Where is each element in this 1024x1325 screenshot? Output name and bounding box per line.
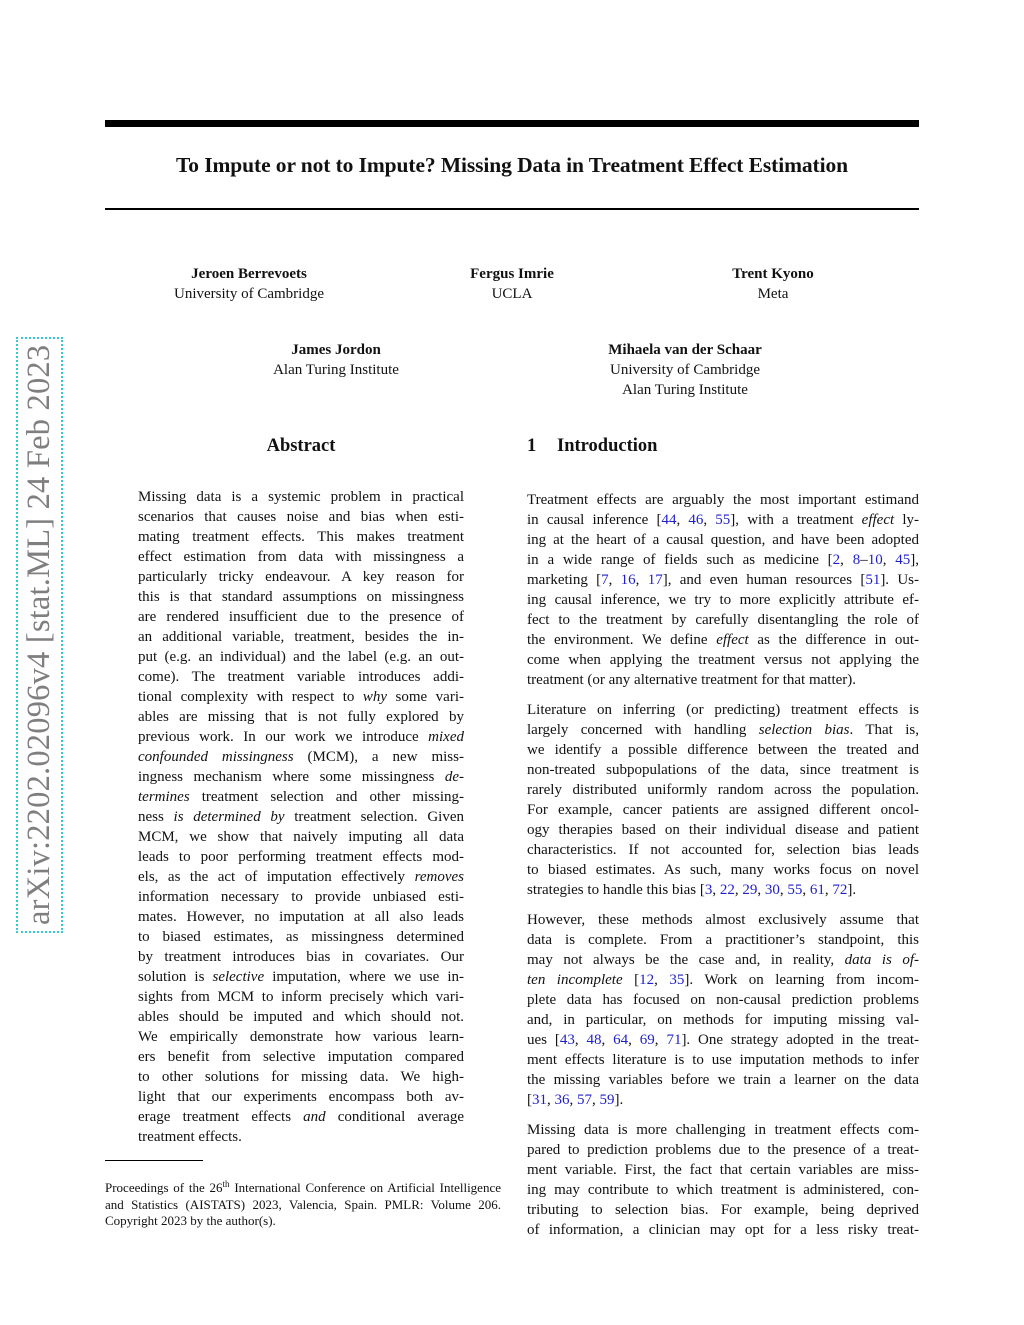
intro-line: of information, a clinician may opt for a less risky treat- — [527, 1222, 919, 1238]
citation-link[interactable]: 55 — [787, 882, 803, 898]
intro-line: ment effects literature is to use imputation methods to infer — [527, 1052, 919, 1068]
author-name: James Jordon — [291, 342, 381, 358]
arxiv-watermark[interactable]: arXiv:2202.02096v4 [stat.ML] 24 Feb 2023 — [21, 342, 58, 928]
intro-line: largely concerned with handling selection bias. That is, — [527, 722, 919, 738]
intro-line: in a wide range of fields such as medicine [2, 8–10, 45], — [527, 552, 920, 568]
abstract-line: put (e.g. an individual) and the label (e.g. an out- — [138, 649, 464, 665]
emphasis: effect — [716, 632, 749, 648]
intro-line: ten incomplete [12, 35]. Work on learning from incom- — [527, 972, 920, 988]
abstract-line: by treatment introduces bias in covariates. Our — [138, 949, 464, 965]
intro-line: may not always be the case and, in reality, data is of- — [527, 952, 919, 968]
abstract-line: to biased estimates, as missingness determined — [138, 929, 464, 945]
author-affiliation: Alan Turing Institute — [273, 362, 399, 378]
author-name: Trent Kyono — [732, 266, 814, 282]
citation-link[interactable]: 31 — [532, 1092, 547, 1108]
abstract-line: an additional variable, treatment, besides the in- — [138, 629, 464, 645]
intro-line: ment variable. First, the fact that certain variables are miss- — [527, 1162, 919, 1178]
intro-line: data is complete. From a practitioner’s standpoint, this — [527, 932, 919, 948]
footnote-superscript: th — [222, 1179, 230, 1189]
intro-line: rarely distributed uniformly random across the population. — [527, 782, 919, 798]
abstract-line: leads to poor performing treatment effects mod- — [138, 849, 464, 865]
footnote-rule — [105, 1160, 203, 1161]
author-name: Fergus Imrie — [470, 266, 554, 282]
author-block — [186, 340, 486, 380]
abstract-line: treatment effects. — [138, 1129, 242, 1145]
introduction-text — [527, 490, 919, 1250]
author-affiliation: Meta — [757, 286, 789, 302]
citation-link[interactable]: 44 — [661, 512, 677, 528]
abstract-line: sights from MCM to inform precisely which vari- — [138, 989, 464, 1005]
emphasis: termines — [138, 789, 190, 805]
intro-line: characteristics. If not accounted for, selection bias leads — [527, 842, 919, 858]
author-name: Mihaela van der Schaar — [608, 342, 762, 358]
author-affiliation-2: Alan Turing Institute — [622, 382, 748, 398]
emphasis: effect — [861, 512, 895, 528]
intro-line: However, these methods almost exclusively assume that — [527, 912, 919, 928]
citation-link[interactable]: 22 — [719, 882, 735, 898]
intro-line: [31, 36, 57, 59]. — [527, 1092, 624, 1108]
citation-link[interactable]: 12 — [639, 972, 655, 988]
citation-link[interactable]: 61 — [809, 882, 825, 898]
citation-link[interactable]: 36 — [554, 1092, 570, 1108]
emphasis: removes — [414, 869, 464, 885]
abstract-line: confounded missingness (MCM), a new miss- — [138, 749, 464, 765]
citation-link[interactable]: 3 — [704, 882, 713, 898]
intro-line: strategies to handle this bias [3, 22, 29, 30, 55, 61, 72]. — [527, 882, 857, 898]
emphasis: and — [303, 1109, 326, 1125]
citation-link[interactable]: 43 — [559, 1032, 575, 1048]
intro-paragraph — [527, 700, 919, 900]
section-number: 1 — [527, 436, 537, 456]
intro-line: ing at the heart of a causal question, and have been adopted — [527, 532, 919, 548]
author-name: Jeroen Berrevoets — [191, 266, 307, 282]
abstract-line: effect estimation from data with missingness a — [138, 549, 464, 565]
abstract-line: previous work. In our work we introduce mixed — [138, 729, 464, 745]
abstract-line: MCM, we show that naively imputing all data — [138, 829, 464, 845]
citation-link[interactable]: 72 — [832, 882, 848, 898]
emphasis: de- — [444, 769, 464, 785]
author-block — [535, 340, 835, 400]
citation-link[interactable]: 45 — [895, 552, 911, 568]
intro-line: we identify a possible difference between the treated and — [527, 742, 919, 758]
title-bottom-rule — [105, 208, 919, 210]
abstract-line: erage treatment effects and conditional average — [138, 1109, 464, 1125]
citation-link[interactable]: 55 — [715, 512, 731, 528]
citation-link[interactable]: 30 — [764, 882, 780, 898]
intro-line: plete data has focused on non-causal prediction problems — [527, 992, 919, 1008]
intro-paragraph — [527, 1120, 919, 1240]
emphasis: data is of- — [844, 952, 919, 968]
citation-link[interactable]: 8 — [852, 552, 861, 568]
citation-link[interactable]: 69 — [639, 1032, 655, 1048]
author-block — [99, 264, 399, 304]
abstract-line: solution is selective imputation, where we use in- — [138, 969, 464, 985]
abstract-line: particularly tricky endeavour. A key reason for — [138, 569, 464, 585]
intro-line: marketing [7, 16, 17], and even human resources [51]. Us- — [527, 572, 920, 588]
citation-link[interactable]: 64 — [613, 1032, 629, 1048]
citation-link[interactable]: 10 — [867, 552, 883, 568]
intro-line: For example, cancer patients are assigned different oncol- — [527, 802, 919, 818]
abstract-line: mating treatment effects. This makes treatment — [138, 529, 464, 545]
footnote-text-start: Proceedings of the 26 — [105, 1180, 223, 1195]
citation-link[interactable]: 59 — [599, 1092, 615, 1108]
citation-link[interactable]: 48 — [586, 1032, 602, 1048]
abstract-line: scenarios that causes noise and bias when esti- — [138, 509, 464, 525]
intro-paragraph — [527, 910, 919, 1110]
citation-link[interactable]: 29 — [742, 882, 758, 898]
abstract-line: termines treatment selection and other missing- — [138, 789, 464, 805]
emphasis: mixed — [428, 729, 464, 745]
abstract-line: els, as the act of imputation effectively removes — [138, 869, 464, 885]
intro-line: to biased estimates. As such, many works focus on novel — [527, 862, 919, 878]
paper-title: To Impute or not to Impute? Missing Data in Treatment Effect Estimation — [176, 153, 848, 177]
emphasis: is determined by — [173, 809, 285, 825]
citation-link[interactable]: 7 — [601, 572, 609, 588]
title-top-rule — [105, 120, 919, 127]
footnote-text-end: International Conference on Artificial Intelligence and Statistics (AISTATS) 2023, Valencia, Spain. PMLR: Volume 206. Copyright 2023 by the author(s). — [105, 1180, 501, 1228]
author-block — [623, 264, 923, 304]
abstract-line: to other solutions for missing data. We high- — [138, 1069, 464, 1085]
intro-line: come when applying the treatment versus not applying the — [527, 652, 919, 668]
intro-line: and, in particular, on methods for imputing missing val- — [527, 1012, 919, 1028]
abstract-line: ables should be imputed and which should not. — [138, 1009, 464, 1025]
emphasis: confounded missingness — [138, 749, 294, 765]
abstract-line: ables are missing that is not fully explored by — [138, 709, 464, 725]
citation-link[interactable]: 2 — [832, 552, 841, 568]
intro-paragraph — [527, 490, 919, 690]
intro-line: ues [43, 48, 64, 69, 71]. One strategy adopted in the treat- — [527, 1032, 920, 1048]
intro-line: ing may contribute to which treatment is administered, con- — [527, 1182, 919, 1198]
emphasis: ten incomplete — [527, 972, 623, 988]
citation-link[interactable]: 35 — [669, 972, 685, 988]
intro-line: Literature on inferring (or predicting) treatment effects is — [527, 702, 919, 718]
intro-line: pared to prediction problems due to the presence of a treat- — [527, 1142, 919, 1158]
citation-link[interactable]: 17 — [647, 572, 663, 588]
citation-link[interactable]: 16 — [620, 572, 636, 588]
emphasis: why — [362, 689, 388, 705]
intro-line: non-treated subpopulations of the data, since treatment is — [527, 762, 919, 778]
citation-link[interactable]: 57 — [577, 1092, 592, 1108]
abstract-line: ness is determined by treatment selection. Given — [138, 809, 464, 825]
intro-line: treatment (or any alternative treatment for that matter). — [527, 672, 857, 688]
intro-line: fect to the treatment by carefully disentangling the role of — [527, 612, 919, 628]
citation-link[interactable]: 51 — [865, 572, 881, 588]
abstract-line: ers benefit from selective imputation compared — [138, 1049, 464, 1065]
abstract-line: ingness mechanism where some missingness de- — [138, 769, 464, 785]
emphasis: selective — [212, 969, 265, 985]
abstract-line: are rendered insufficient due to the presence of — [138, 609, 464, 625]
abstract-line: information necessary to provide unbiased esti- — [138, 889, 464, 905]
intro-line: ogy therapies based on their individual disease and patient — [527, 822, 919, 838]
author-affiliation: University of Cambridge — [610, 362, 760, 378]
abstract-line: Missing data is a systemic problem in practical — [138, 489, 464, 505]
emphasis: selection bias — [758, 722, 850, 738]
abstract-text — [138, 487, 464, 1147]
citation-link[interactable]: 46 — [688, 512, 704, 528]
intro-line: Treatment effects are arguably the most important estimand — [527, 492, 919, 508]
author-block — [362, 264, 662, 304]
abstract-line: light that our experiments encompass both av- — [138, 1089, 464, 1105]
citation-link[interactable]: 71 — [666, 1032, 682, 1048]
introduction-heading — [527, 436, 657, 457]
author-affiliation: University of Cambridge — [174, 286, 324, 302]
abstract-heading: Abstract — [266, 436, 336, 456]
author-affiliation: UCLA — [491, 286, 533, 302]
intro-line: tributing to selection bias. For example, being deprived — [527, 1202, 919, 1218]
abstract-line: mates. However, no imputation at all also leads — [138, 909, 464, 925]
intro-line: ing causal inference, we try to more explicitly attribute ef- — [527, 592, 919, 608]
intro-line: the missing variables before we train a learner on the data — [527, 1072, 919, 1088]
intro-line: Missing data is more challenging in treatment effects com- — [527, 1122, 919, 1138]
intro-line: the environment. We define effect as the difference in out- — [527, 632, 919, 648]
abstract-line: tional complexity with respect to why some vari- — [138, 689, 464, 705]
intro-line: in causal inference [44, 46, 55], with a treatment effect ly- — [527, 512, 919, 528]
abstract-line: We empirically demonstrate how various learn- — [138, 1029, 464, 1045]
proceedings-footnote — [105, 1180, 501, 1230]
abstract-line: come). The treatment variable introduces addi- — [138, 669, 464, 685]
abstract-line: this is that standard assumptions on missingness — [138, 589, 464, 605]
section-title: Introduction — [557, 436, 658, 456]
